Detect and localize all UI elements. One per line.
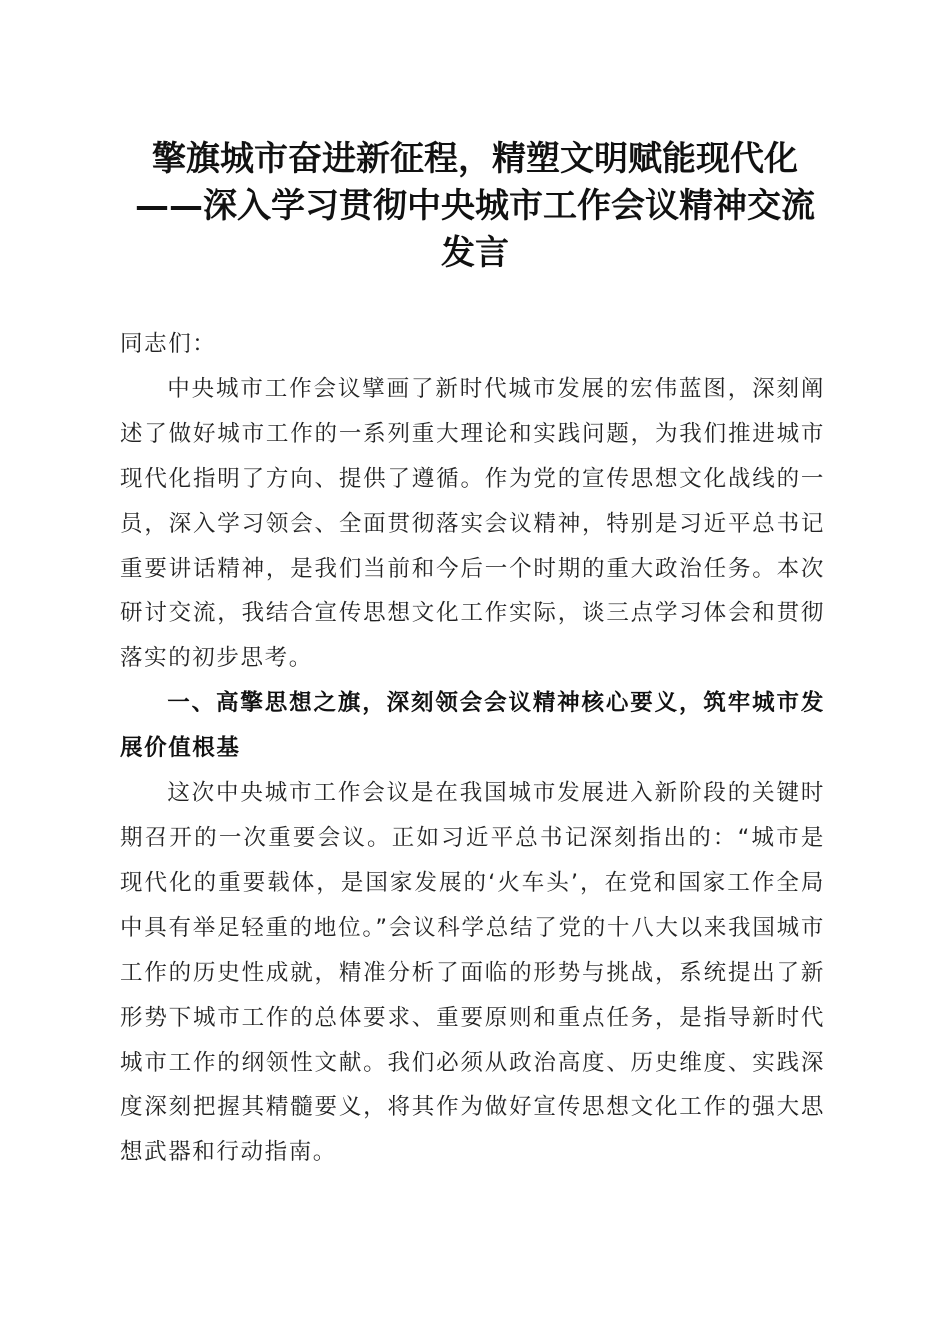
document-body [120,322,825,1175]
document-title [110,136,840,277]
section-paragraph-1: 这次中央城市工作会议是在我国城市发展进入新阶段的关键时期召开的一次重要会议。正如习近平总书记深刻指出的：“城市是现代化的重要载体，是国家发展的‘火车头’，在党和国家工作全局中具有举足轻重的地位。”会议科学总结了党的十八大以来我国城市工作的历史性成就，精准分析了面临的形势与挑战，系统提出了新形势下城市工作的总体要求、重要原则和重点任务，是指导新时代城市工作的纲领性文献。我们必须从政治高度、历史维度、实践深度深刻把握其精髓要义，将其作为做好宣传思想文化工作的强大思想武器和行动指南。 [120,780,825,1166]
title-line-main: 擎旗城市奋进新征程，精塑文明赋能现代化 [152,139,798,179]
intro-paragraph: 中央城市工作会议擘画了新时代城市发展的宏伟蓝图，深刻阐述了做好城市工作的一系列重大理论和实践问题，为我们推进城市现代化指明了方向、提供了遵循。作为党的宣传思想文化战线的一员，深入学习领会、全面贯彻落实会议精神，特别是习近平总书记重要讲话精神，是我们当前和今后一个时期的重大政治任务。本次研讨交流，我结合宣传思想文化工作实际，谈三点学习体会和贯彻落实的初步思考。 [120,375,825,672]
title-line-subtitle: ——深入学习贯彻中央城市工作会议精神交流 [135,186,815,226]
section-heading-1: 一、高擎思想之旗，深刻领会会议精神核心要义，筑牢城市发展价值根基 [120,690,825,762]
title-line-subtitle-end: 发言 [441,233,509,273]
salutation: 同志们： [120,331,217,357]
